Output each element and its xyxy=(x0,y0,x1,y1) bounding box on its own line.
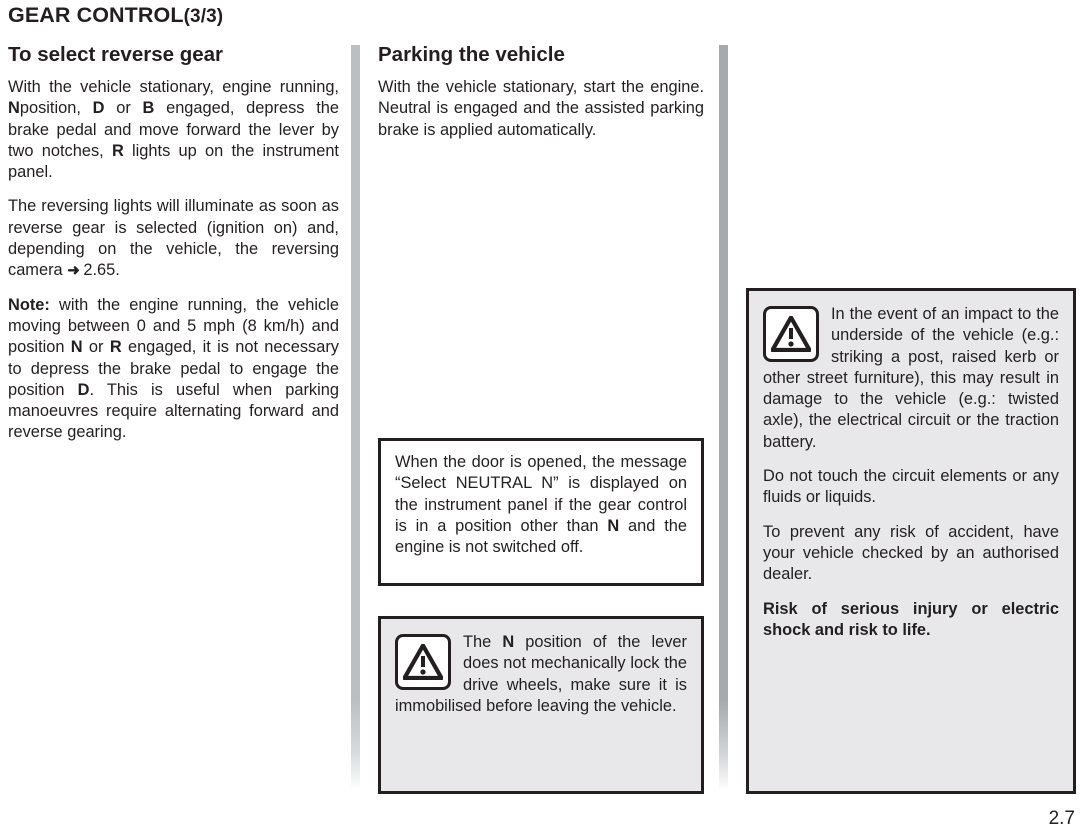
impact-warning-paragraph-3: To prevent any risk of accident, have your vehicle checked by an authorised dealer. xyxy=(763,522,1059,584)
text-run: and the engine is not switched off. xyxy=(395,516,687,557)
gear-label-d: D xyxy=(77,380,90,399)
text-run: . This is useful when parking manoeuvres require alternating forward and reverse gearing. xyxy=(8,380,339,442)
text-run: The reversing lights will illuminate as soon as reverse gear is selected (ignition on) and, depending on the vehicle, the reversing camera xyxy=(8,197,339,280)
reverse-gear-paragraph-2 xyxy=(8,196,339,281)
gear-label-r: R xyxy=(109,338,122,357)
text-run: When the door is opened, the message “Select NEUTRAL N” is displayed on the instrument panel if the gear control is in a position other than xyxy=(395,453,687,535)
gear-label-r: R xyxy=(111,141,124,160)
middle-column xyxy=(378,44,704,141)
column-divider-left xyxy=(351,45,360,790)
gear-label-n: N xyxy=(8,99,20,118)
warning-triangle-icon xyxy=(395,634,451,690)
gear-label-d: D xyxy=(92,99,105,118)
impact-warning-paragraph-2: Do not touch the circuit elements or any fluids or liquids. xyxy=(763,467,1059,507)
parking-vehicle-paragraph-1: With the vehicle stationary, start the engine. Neutral is engaged and the assisted parking brake is applied automatically. xyxy=(378,77,704,139)
text-run: position, xyxy=(19,99,93,118)
text-run: With the vehicle stationary, engine running, xyxy=(8,77,339,96)
callout-neutral-text xyxy=(395,452,687,558)
page-reference-number: 2.65. xyxy=(78,261,120,280)
risk-statement: Risk of serious injury or electric shock and risk to life. xyxy=(763,599,1059,639)
page-title-suffix: (3/3) xyxy=(183,6,224,27)
text-run: with the engine running, the vehicle moving between 0 and 5 mph (8 km/h) and position xyxy=(8,295,339,357)
page-reference-arrow-icon: ➜ xyxy=(67,262,79,280)
callout-neutral-message xyxy=(378,438,704,586)
reverse-gear-note-paragraph xyxy=(8,295,339,444)
reverse-gear-paragraph-1 xyxy=(8,77,339,183)
callout-content xyxy=(381,619,701,729)
gear-label-n: N xyxy=(70,338,83,357)
text-run: position of the lever does not mechanically lock the drive wheels, make sure it is immobilised before leaving the vehicle. xyxy=(395,633,687,715)
page-number: 2.7 xyxy=(1048,808,1075,829)
text-run: engaged, it is not necessary to depress the brake pedal to engage the position xyxy=(8,338,340,399)
callout-warning-impact xyxy=(746,288,1076,794)
impact-warning-paragraph-1: In the event of an impact to the underside of the vehicle (e.g.: striking a post, raised kerb or other street furniture), this may result in damage to the vehicle (e.g.: twisted axle), the electrical circuit or the traction battery. xyxy=(763,305,1059,451)
left-column-heading: To select reverse gear xyxy=(8,43,223,66)
gear-label-b: B xyxy=(142,99,155,118)
callout-content xyxy=(381,441,701,568)
left-column xyxy=(8,44,339,444)
warning-triangle-icon xyxy=(763,306,819,362)
page-title-main: GEAR CONTROL xyxy=(8,3,184,27)
gear-label-n: N xyxy=(502,633,515,651)
impact-warning-paragraph-4 xyxy=(763,599,1059,642)
callout-content xyxy=(749,291,1073,653)
text-run: or xyxy=(82,338,110,357)
page-title xyxy=(8,3,223,28)
column-divider-right xyxy=(719,45,728,790)
text-run: lights up on the instrument panel. xyxy=(8,141,339,182)
note-label: Note: xyxy=(8,295,50,314)
text-run: or xyxy=(104,99,143,118)
text-run: The xyxy=(463,633,503,651)
text-run: engaged, depress the brake pedal and move forward the lever by two notches, xyxy=(8,99,339,160)
callout-warning-lever xyxy=(378,616,704,794)
gear-label-n: N xyxy=(607,516,620,535)
middle-column-heading: Parking the vehicle xyxy=(378,43,565,66)
